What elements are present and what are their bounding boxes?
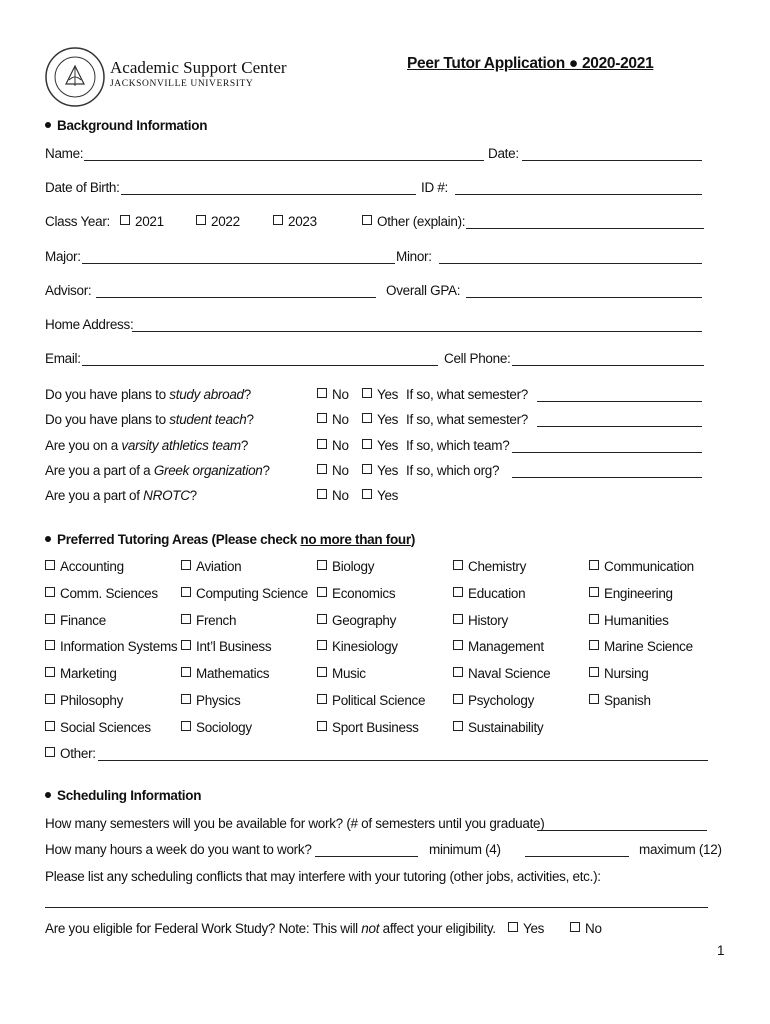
checkbox-icon [317, 667, 327, 677]
home-address-label: Home Address: [45, 317, 134, 332]
checkbox-icon [45, 614, 55, 624]
checkbox-icon [453, 560, 463, 570]
area-checkbox[interactable]: Music [317, 666, 366, 681]
area-checkbox[interactable]: Psychology [453, 693, 534, 708]
no-checkbox[interactable]: No [317, 438, 349, 453]
checkbox-icon [45, 640, 55, 650]
area-checkbox[interactable]: Geography [317, 613, 396, 628]
checkbox-icon [589, 560, 599, 570]
followup-label: If so, what semester? [406, 387, 529, 402]
followup-field[interactable] [537, 426, 702, 427]
area-checkbox[interactable]: Biology [317, 559, 374, 574]
id-field[interactable] [455, 194, 702, 195]
checkbox-icon [317, 587, 327, 597]
fws-question: Are you eligible for Federal Work Study? Note: This will not affect your eligibility. [45, 921, 496, 936]
question-label: Are you on a varsity athletics team? [45, 438, 249, 453]
semesters-question: How many semesters will you be available for work? (# of semesters until you graduate) [45, 816, 545, 831]
area-checkbox[interactable]: Sport Business [317, 720, 419, 735]
checkbox-icon [362, 489, 372, 499]
date-field[interactable] [522, 160, 702, 161]
checkbox-icon [589, 614, 599, 624]
checkbox-icon [273, 215, 283, 225]
area-checkbox[interactable]: Comm. Sciences [45, 586, 158, 601]
question-label: Do you have plans to student teach? [45, 412, 254, 427]
area-checkbox[interactable]: Political Science [317, 693, 425, 708]
hours-minimum-field[interactable] [315, 856, 418, 857]
area-checkbox[interactable]: Education [453, 586, 525, 601]
checkbox-icon [45, 587, 55, 597]
advisor-field[interactable] [96, 297, 376, 298]
no-checkbox[interactable]: No [317, 463, 349, 478]
class-2022-checkbox[interactable]: 2022 [196, 214, 240, 229]
area-checkbox[interactable]: Engineering [589, 586, 673, 601]
followup-field[interactable] [537, 401, 702, 402]
followup-field[interactable] [512, 452, 702, 453]
checkbox-icon [453, 667, 463, 677]
area-checkbox[interactable]: Sociology [181, 720, 252, 735]
checkbox-icon [181, 694, 191, 704]
area-checkbox[interactable]: Management [453, 639, 544, 654]
checkbox-icon [181, 560, 191, 570]
checkbox-icon [362, 388, 372, 398]
area-checkbox[interactable]: Mathematics [181, 666, 269, 681]
checkbox-icon [181, 587, 191, 597]
followup-field[interactable] [512, 477, 702, 478]
yes-checkbox[interactable]: Yes [362, 488, 398, 503]
checkbox-icon [508, 922, 518, 932]
class-year-label: Class Year: [45, 214, 110, 229]
checkbox-icon [589, 694, 599, 704]
conflicts-question: Please list any scheduling conflicts that may interfere with your tutoring (other jobs, activities, etc.): [45, 869, 601, 884]
followup-label: If so, what semester? [406, 412, 529, 427]
dob-field[interactable] [121, 194, 416, 195]
fws-no-checkbox[interactable]: No [570, 921, 602, 936]
minimum-label: minimum (4) [429, 842, 501, 857]
checkbox-icon [570, 922, 580, 932]
area-checkbox[interactable]: Sustainability [453, 720, 543, 735]
cell-phone-field[interactable] [512, 365, 704, 366]
area-checkbox[interactable]: Information Systems [45, 639, 177, 654]
major-label: Major: [45, 249, 81, 264]
checkbox-icon [589, 587, 599, 597]
no-checkbox[interactable]: No [317, 412, 349, 427]
fws-yes-checkbox[interactable]: Yes [508, 921, 544, 936]
checkbox-icon [317, 439, 327, 449]
checkbox-icon [317, 614, 327, 624]
checkbox-icon [45, 560, 55, 570]
area-checkbox[interactable]: Kinesiology [317, 639, 398, 654]
checkbox-icon [317, 721, 327, 731]
area-checkbox[interactable]: Chemistry [453, 559, 526, 574]
semesters-field[interactable] [537, 830, 707, 831]
other-area-checkbox[interactable]: Other: [45, 746, 96, 761]
checkbox-icon [453, 721, 463, 731]
advisor-label: Advisor: [45, 283, 92, 298]
checkbox-icon [317, 464, 327, 474]
checkbox-icon [45, 721, 55, 731]
checkbox-icon [317, 640, 327, 650]
name-label: Name: [45, 146, 84, 161]
area-checkbox[interactable]: Physics [181, 693, 240, 708]
class-other-checkbox[interactable]: Other (explain): [362, 214, 465, 229]
followup-label: If so, which team? [406, 438, 510, 453]
checkbox-icon [589, 640, 599, 650]
yes-checkbox[interactable]: Yes [362, 463, 398, 478]
date-label: Date: [488, 146, 519, 161]
class-2021-checkbox[interactable]: 2021 [120, 214, 164, 229]
email-field[interactable] [82, 365, 438, 366]
checkbox-icon [317, 388, 327, 398]
id-label: ID #: [421, 180, 449, 195]
checkbox-icon [317, 560, 327, 570]
tutoring-heading: Preferred Tutoring Areas (Please check no more than four) [45, 532, 415, 547]
bullet-icon [45, 792, 51, 798]
checkbox-icon [45, 694, 55, 704]
background-heading: Background Information [45, 118, 207, 133]
checkbox-icon [196, 215, 206, 225]
yes-checkbox[interactable]: Yes [362, 387, 398, 402]
checkbox-icon [181, 640, 191, 650]
gpa-field[interactable] [466, 297, 702, 298]
area-checkbox[interactable]: History [453, 613, 508, 628]
area-checkbox[interactable]: Spanish [589, 693, 651, 708]
bullet-icon [45, 122, 51, 128]
area-checkbox[interactable]: Naval Science [453, 666, 550, 681]
bullet-icon [45, 536, 51, 542]
yes-checkbox[interactable]: Yes [362, 412, 398, 427]
checkbox-icon [317, 489, 327, 499]
no-checkbox[interactable]: No [317, 488, 349, 503]
checkbox-icon [362, 439, 372, 449]
checkbox-icon [453, 587, 463, 597]
area-checkbox[interactable]: Philosophy [45, 693, 123, 708]
email-label: Email: [45, 351, 81, 366]
no-checkbox[interactable]: No [317, 387, 349, 402]
followup-label: If so, which org? [406, 463, 500, 478]
home-address-field[interactable] [132, 331, 702, 332]
page-number: 1 [717, 943, 725, 958]
checkbox-icon [181, 614, 191, 624]
area-checkbox[interactable]: Finance [45, 613, 106, 628]
yes-checkbox[interactable]: Yes [362, 438, 398, 453]
area-checkbox[interactable]: Marine Science [589, 639, 693, 654]
minor-label: Minor: [396, 249, 432, 264]
major-field[interactable] [82, 263, 395, 264]
checkbox-icon [453, 640, 463, 650]
university-seal-logo [44, 46, 106, 108]
checkbox-icon [45, 667, 55, 677]
area-checkbox[interactable]: French [181, 613, 236, 628]
logo-subtitle: JACKSONVILLE UNIVERSITY [110, 79, 254, 89]
area-checkbox[interactable]: Nursing [589, 666, 648, 681]
question-label: Are you a part of NROTC? [45, 488, 197, 503]
minor-field[interactable] [439, 263, 702, 264]
checkbox-icon [45, 747, 55, 757]
logo-name: Academic Support Center [110, 58, 287, 77]
gpa-label: Overall GPA: [386, 283, 461, 298]
other-area-field[interactable] [98, 760, 708, 761]
hours-maximum-field[interactable] [525, 856, 629, 857]
checkbox-icon [362, 413, 372, 423]
area-checkbox[interactable]: Economics [317, 586, 395, 601]
checkbox-icon [317, 694, 327, 704]
area-checkbox[interactable]: Int’l Business [181, 639, 271, 654]
conflicts-field[interactable] [45, 907, 708, 908]
checkbox-icon [453, 694, 463, 704]
class-2023-checkbox[interactable]: 2023 [273, 214, 317, 229]
question-label: Do you have plans to study abroad? [45, 387, 251, 402]
checkbox-icon [120, 215, 130, 225]
question-label: Are you a part of a Greek organization? [45, 463, 270, 478]
area-checkbox[interactable]: Aviation [181, 559, 241, 574]
hours-question: How many hours a week do you want to work? [45, 842, 312, 857]
checkbox-icon [317, 413, 327, 423]
area-checkbox[interactable]: Marketing [45, 666, 117, 681]
checkbox-icon [589, 667, 599, 677]
name-field[interactable] [84, 160, 484, 161]
scheduling-heading: Scheduling Information [45, 788, 201, 803]
area-checkbox[interactable]: Computing Science [181, 586, 308, 601]
page-title: Peer Tutor Application ● 2020-2021 [407, 55, 654, 72]
checkbox-icon [453, 614, 463, 624]
checkbox-icon [181, 667, 191, 677]
dob-label: Date of Birth: [45, 180, 120, 195]
cell-phone-label: Cell Phone: [444, 351, 511, 366]
area-checkbox[interactable]: Communication [589, 559, 694, 574]
area-checkbox[interactable]: Accounting [45, 559, 124, 574]
class-other-field[interactable] [466, 228, 704, 229]
area-checkbox[interactable]: Social Sciences [45, 720, 151, 735]
area-checkbox[interactable]: Humanities [589, 613, 669, 628]
checkbox-icon [362, 464, 372, 474]
checkbox-icon [362, 215, 372, 225]
checkbox-icon [181, 721, 191, 731]
maximum-label: maximum (12) [639, 842, 722, 857]
